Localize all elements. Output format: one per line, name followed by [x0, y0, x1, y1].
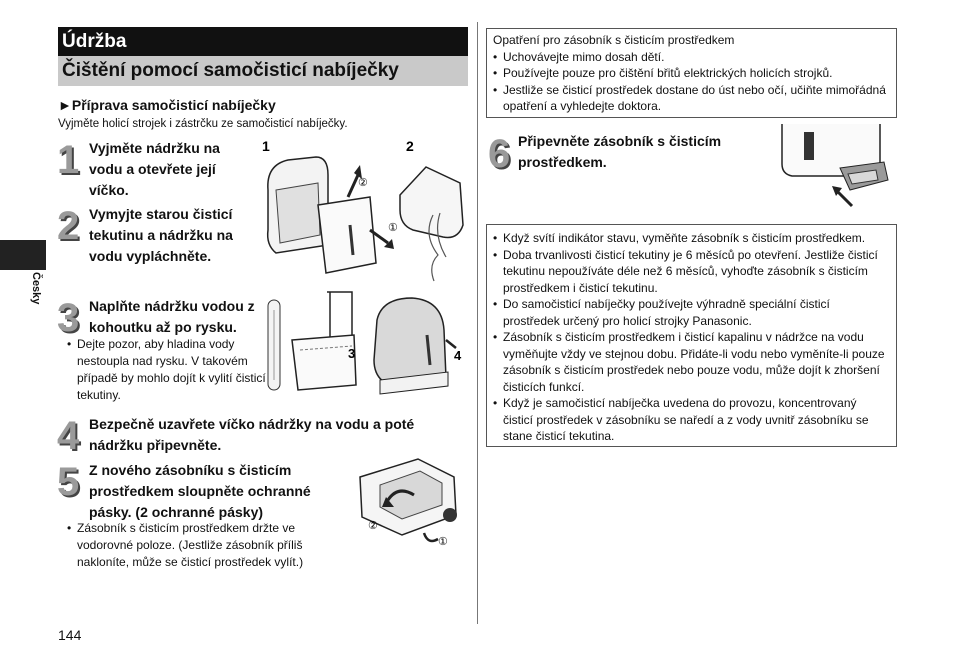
figure-fill-water — [262, 290, 472, 400]
step-6-text: Připevněte zásobník s čisticím prostředkem. — [518, 133, 722, 170]
step-5-note — [67, 520, 337, 571]
figure-step5-circle-2: ② — [368, 520, 378, 532]
info-item: • Zásobník s čisticím prostředkem i čisticí kapalinu v nádržce na vodu vyměňujte vždy ve stejnou dobu. Přidáte-li vodu nebo vyměníte-li pouze zásobník s čisticím prostředek nebo pouze vodu, může dojít k zhoršení čisticích funkcí. — [503, 329, 888, 395]
figure-attach-cartridge — [780, 124, 895, 212]
step-4-text: Bezpečně uzavřete víčko nádržky na vodu a poté nádržku připevněte. — [89, 416, 415, 453]
step-3-number: 3 — [57, 296, 80, 340]
step-5-text: Z nového zásobníku s čisticím prostředkem sloupněte ochranné pásky. (2 ochranné pásky) — [89, 462, 311, 520]
column-divider — [477, 22, 478, 624]
caution-title: Opatření pro zásobník s čisticím prostředkem — [493, 33, 735, 47]
figure-remove-tank — [258, 135, 473, 285]
info-box — [486, 224, 897, 447]
subsection-title: Čištění pomocí samočisticí nabíječky — [58, 56, 468, 86]
figure-label-2: 2 — [406, 138, 414, 154]
info-item: • Doba trvanlivosti čisticí tekutiny je 6 měsíců po otevření. Jestliže čisticí tekutinu nepoužíváte déle než 6 měsíců, vyhoďte zásobník s čisticím prostředkem i čisticí tekutinu. — [503, 247, 888, 297]
caution-item: • Uchovávejte mimo dosah dětí. — [503, 49, 890, 66]
step-1-number: 1 — [57, 138, 80, 182]
page-number: 144 — [58, 627, 82, 643]
step-6-number: 6 — [488, 132, 511, 176]
figure-cartridge-tape — [358, 455, 470, 550]
step-4-number: 4 — [57, 414, 80, 458]
info-item: • Když je samočisticí nabíječka uvedena do provozu, koncentrovaný čisticí prostředek v zásobníku se naředí a z vody uvnitř zásobníku se stane čisticí tekutina. — [503, 395, 888, 445]
step-3-note-item: • Dejte pozor, aby hladina vody nestoupla nad rysku. V takovém případě by mohlo dojít k vylití čisticí tekutiny. — [77, 336, 277, 404]
caution-box — [486, 28, 897, 118]
step-5-number: 5 — [57, 460, 80, 504]
caution-item: • Jestliže se čisticí prostředek dostane do úst nebo očí, učiňte mimořádná opatření a vyhledejte doktora. — [503, 82, 890, 115]
info-list — [503, 230, 888, 445]
figure-step-circle-1: ① — [388, 222, 398, 234]
figure-label-4: 4 — [454, 348, 462, 363]
step-2-text: Vymyjte starou čisticí tekutinu a nádržku na vodu vypláchněte. — [89, 206, 233, 264]
figure-label-1: 1 — [262, 138, 270, 154]
step-3-note — [67, 336, 277, 404]
figure-step5-circle-1: ① — [438, 536, 448, 548]
figure-label-3: 3 — [348, 346, 356, 361]
language-label: Česky — [30, 272, 42, 305]
step-2-number: 2 — [57, 204, 80, 248]
step-3-text: Naplňte nádržku vodou z kohoutku až po rysku. — [89, 298, 255, 335]
step-1-text: Vyjměte nádržku na vodu a otevřete její víčko. — [89, 140, 220, 198]
figure-step-circle-2: ② — [358, 177, 368, 189]
prep-heading: ►Příprava samočisticí nabíječky — [58, 97, 276, 113]
info-item: • Do samočisticí nabíječky používejte výhradně speciální čisticí prostředek určený pro holicí strojky Panasonic. — [503, 296, 888, 329]
caution-list — [493, 49, 890, 115]
info-item: • Když svítí indikátor stavu, vyměňte zásobník s čisticím prostředkem. — [503, 230, 888, 247]
language-tab-marker — [0, 240, 46, 270]
caution-item: • Používejte pouze pro čištění břitů elektrických holicích strojků. — [503, 65, 890, 82]
section-title: Údržba — [58, 27, 468, 56]
step-5-note-item: • Zásobník s čisticím prostředkem držte ve vodorovné poloze. (Jestliže zásobník příliš nakloníte, může se čisticí prostředek vylít.) — [77, 520, 337, 571]
prep-text: Vyjměte holicí strojek i zástrčku ze samočisticí nabíječky. — [58, 118, 348, 130]
